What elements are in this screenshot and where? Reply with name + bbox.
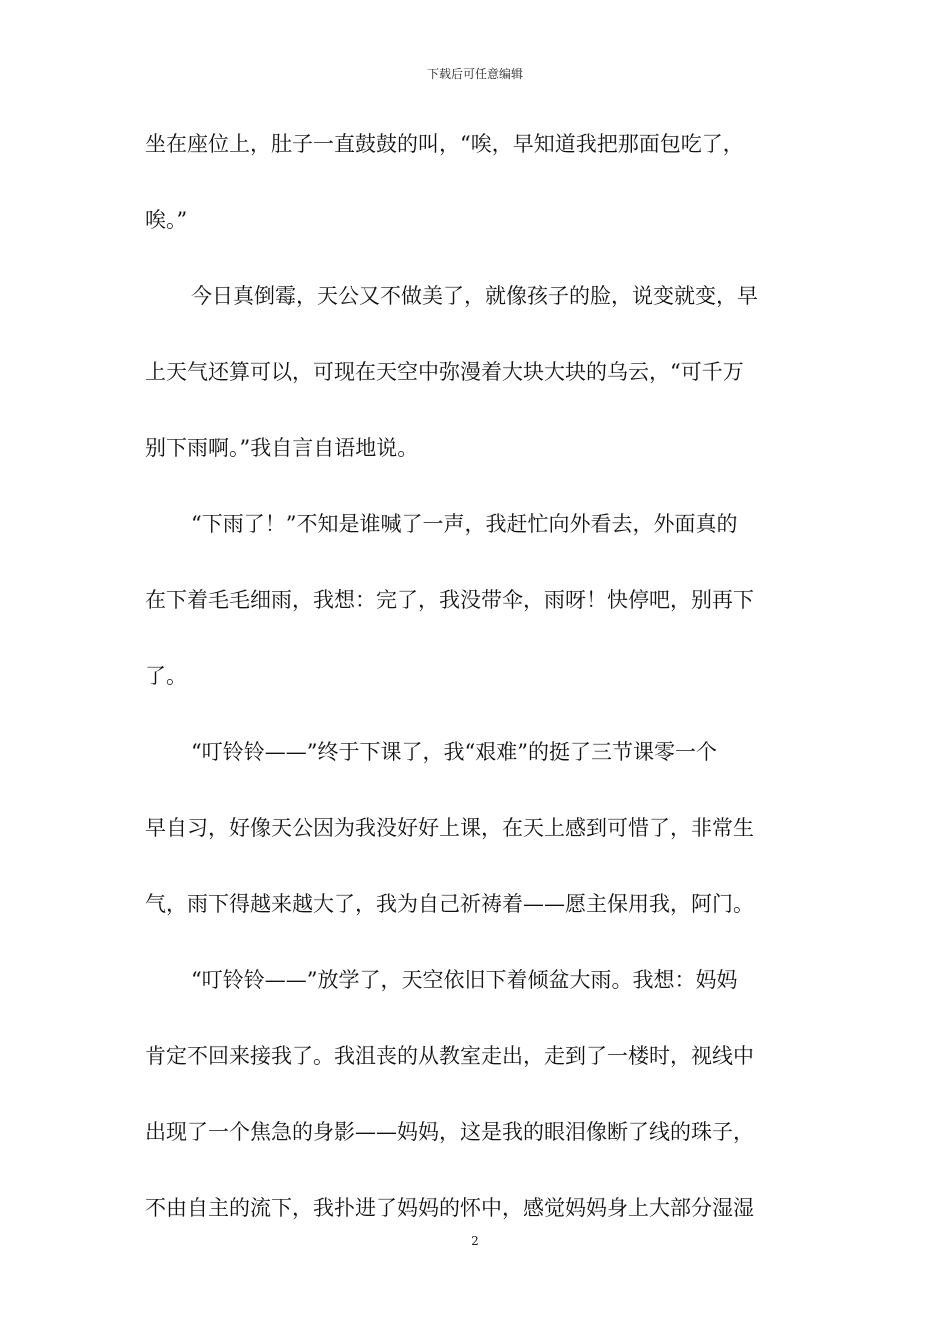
text-line: 肯定不回来接我了。我沮丧的从教室走出，走到了一楼时，视线中 <box>145 1044 754 1068</box>
text-line: 了。 <box>145 664 187 688</box>
text-line: 上天气还算可以，可现在天空中弥漫着大块大块的乌云，“可千万 <box>145 360 744 384</box>
text-line: 别下雨啊。”我自言自语地说。 <box>145 436 419 460</box>
page-number: 2 <box>471 1234 479 1248</box>
text-line: 出现了一个焦急的身影——妈妈，这是我的眼泪像断了线的珠子， <box>145 1120 754 1144</box>
text-line: “下雨了！”不知是谁喊了一声，我赶忙向外看去，外面真的 <box>191 512 738 536</box>
text-line: 今日真倒霉，天公又不做美了，就像孩子的脸，说变就变，早 <box>191 284 758 308</box>
text-line: 唉。” <box>145 208 188 232</box>
page-header: 下载后可任意编辑 <box>426 67 523 81</box>
text-line: 不由自主的流下，我扑进了妈妈的怀中，感觉妈妈身上大部分湿湿 <box>145 1196 754 1220</box>
text-line: 在下着毛毛细雨，我想：完了，我没带伞，雨呀！快停吧，别再下 <box>145 588 754 612</box>
text-line: 气，雨下得越来越大了，我为自己祈祷着——愿主保用我，阿门。 <box>145 892 754 916</box>
document-body <box>145 126 807 1266</box>
text-line: “叮铃铃——”放学了，天空依旧下着倾盆大雨。我想：妈妈 <box>191 968 738 992</box>
text-line: “叮铃铃——”终于下课了，我“艰难”的挺了三节课零一个 <box>191 740 717 764</box>
text-line: 早自习，好像天公因为我没好好上课，在天上感到可惜了，非常生 <box>145 816 754 840</box>
text-line: 坐在座位上，肚子一直鼓鼓的叫，“唉，早知道我把那面包吃了， <box>145 132 744 156</box>
